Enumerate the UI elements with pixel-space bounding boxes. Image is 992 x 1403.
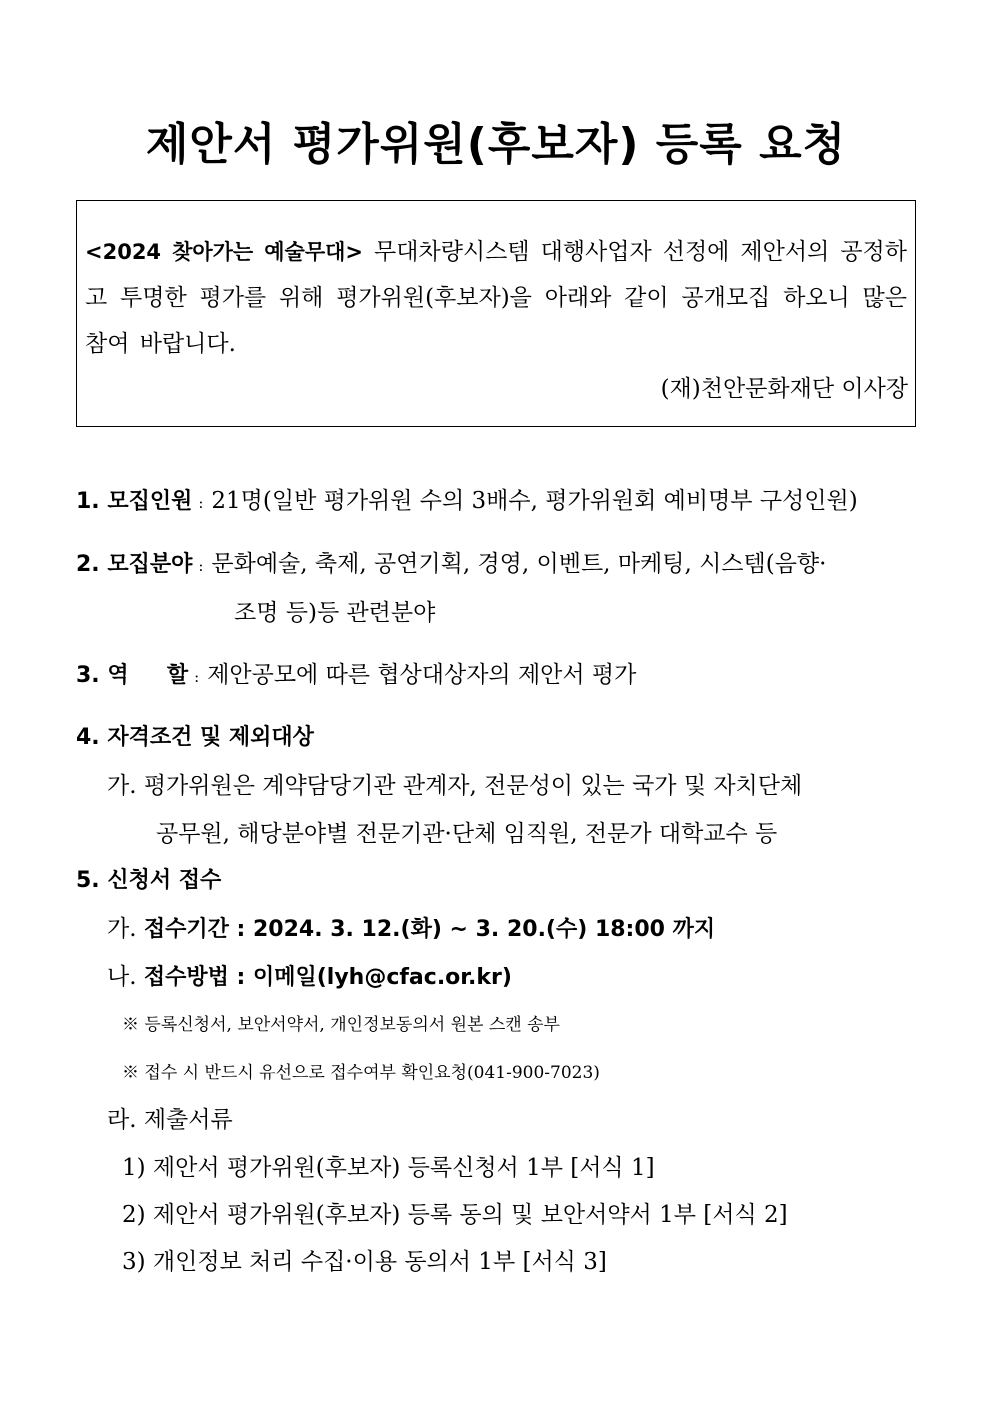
section-2-value-line1: 문화예술, 축제, 공연기획, 경영, 이벤트, 마케팅, 시스템(음향· [211, 551, 827, 577]
section-2-label: 2. 모집분야 [76, 552, 193, 577]
document-1: 1) 제안서 평가위원(후보자) 등록신청서 1부 [서식 1] [122, 1155, 655, 1181]
section-5-method-prefix: 나. [107, 964, 137, 990]
section-2-value-line2: 조명 등)등 관련분야 [234, 600, 436, 626]
section-1 [76, 482, 858, 515]
signature: (재)천안문화재단 이사장 [660, 376, 908, 402]
section-4-item-1: 가. 평가위원은 계약담당기관 관계자, 전문성이 있는 국가 및 자치단체 [107, 773, 803, 799]
section-4-label: 4. 자격조건 및 제외대상 [76, 725, 314, 750]
section-4-item-2: 공무원, 해당분야별 전문기관·단체 임직원, 전문가 대학교수 등 [156, 821, 778, 847]
section-5-period-text: 접수기간 : 2024. 3. 12.(화) ~ 3. 20.(수) 18:00 까지 [143, 917, 716, 942]
intro-body: 무대차량시스템 대행사업자 선정에 제안서의 공정하고 투명한 평가를 위해 평가위원(후보자)을 아래와 같이 공개모집 하오니 많은 참여 바랍니다. [85, 239, 907, 357]
section-5-method-text: 접수방법 : 이메일(lyh@cfac.or.kr) [143, 965, 512, 990]
section-3 [76, 656, 636, 689]
document-3: 3) 개인정보 처리 수집·이용 동의서 1부 [서식 3] [122, 1249, 607, 1275]
document-2: 2) 제안서 평가위원(후보자) 등록 동의 및 보안서약서 1부 [서식 2] [122, 1202, 788, 1228]
section-5-label: 5. 신청서 접수 [76, 868, 222, 893]
note-1: ※ 등록신청서, 보안서약서, 개인정보동의서 원본 스캔 송부 [122, 1015, 560, 1035]
section-5-documents-label: 라. 제출서류 [107, 1107, 233, 1133]
project-name: <2024 찾아가는 예술무대> [85, 240, 363, 264]
section-2 [76, 545, 826, 578]
section-3-sep: : [194, 668, 200, 686]
page-title: 제안서 평가위원(후보자) 등록 요청 [145, 119, 847, 170]
section-5-method [107, 958, 512, 991]
intro-text [85, 229, 907, 367]
note-2: ※ 접수 시 반드시 유선으로 접수여부 확인요청(041-900-7023) [122, 1063, 600, 1083]
section-3-value: 제안공모에 따른 협상대상자의 제안서 평가 [207, 662, 637, 688]
section-3-label: 3. 역 할 [76, 663, 189, 688]
section-5-period-prefix: 가. [107, 916, 137, 942]
section-1-value: 21명(일반 평가위원 수의 3배수, 평가위원회 예비명부 구성인원) [211, 488, 858, 514]
section-2-sep: : [198, 557, 204, 575]
section-5-period [107, 910, 715, 943]
section-1-sep: : [198, 494, 204, 512]
section-1-label: 1. 모집인원 [76, 489, 193, 514]
